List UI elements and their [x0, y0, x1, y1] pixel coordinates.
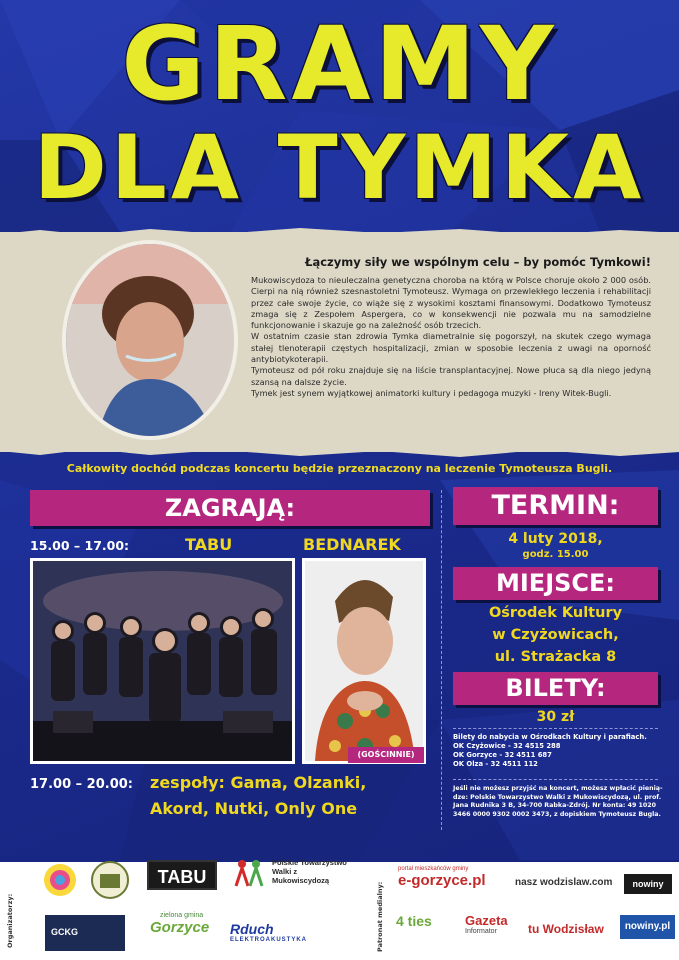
- gorzyce-gmina-logo: [150, 912, 220, 952]
- column-divider: [441, 490, 442, 830]
- torn-edge-top: [0, 226, 679, 240]
- tickets-line-4: OK Olza - 32 4511 112: [453, 760, 538, 768]
- ptwm-text: [272, 858, 352, 885]
- ptwm-line-1: Polskie Towarzystwo: [272, 858, 347, 867]
- tickets-line-1: Bilety do nabycia w Ośrodkach Kultury i parafiach.: [453, 733, 647, 741]
- tabu-logo: TABU: [147, 860, 217, 890]
- gazeta-sub-text: Informator: [465, 928, 497, 935]
- place-line-2: w Czyżowicach,: [492, 627, 619, 643]
- nasz-wodzislaw-logo: nasz wodzislaw.com: [515, 877, 613, 888]
- ptwm-figures-icon: [232, 856, 268, 892]
- place-line-1: Ośrodek Kultury: [488, 605, 623, 621]
- info-text: [251, 255, 651, 399]
- tickets-line-3: OK Gorzyce - 32 4511 687: [453, 751, 552, 759]
- band-bednarek: BEDNAREK: [303, 535, 401, 554]
- tickets-line-2: OK Czyżowice - 32 4515 288: [453, 742, 561, 750]
- rduch-sub-text: ELEKTROAKUSTYKA: [230, 937, 308, 943]
- tu-text: tu Wodzisław: [528, 922, 604, 936]
- slot-2-time: 17.00 – 20.00:: [30, 777, 133, 792]
- title-line-2: DLA TYMKA: [33, 116, 646, 219]
- slot-2-bands-line-2: Akord, Nutki, Only One: [150, 799, 358, 818]
- rduch-text: Rduch: [230, 921, 274, 937]
- egorzyce-small-text: portal mieszkańców gminy: [398, 866, 469, 872]
- info-paragraph-3: Tymoteusz od pół roku znajduje się na liście transplantacyjnej. Nowe płuca są dla niego jedyną szansą na dalsze życie.: [251, 365, 651, 387]
- gckg-logo: GCKG: [45, 915, 125, 951]
- title-line-1: GRAMY: [121, 5, 558, 124]
- organizers-label: Organizatorzy:: [6, 893, 14, 948]
- info-heading: Łączymy siły we wspólnym celu – by pomóc Tymkowi!: [305, 255, 651, 269]
- slot-2-bands-line-1: zespoły: Gama, Olzanki,: [150, 773, 367, 792]
- event-time: godz. 15.00: [522, 549, 589, 560]
- info-paragraph-4: Tymek jest synem wyjątkowej animatorki kultury i pedagoga muzyki - Ireny Witek-Bugli.: [251, 387, 612, 398]
- ticket-price: 30 zł: [536, 709, 575, 725]
- gorzyce-small-text: zielona gmina: [160, 912, 204, 919]
- slot-1-time: 15.00 – 17.00:: [30, 538, 130, 553]
- patronat-label: Patronat medialny:: [376, 881, 384, 952]
- gazeta-text: Gazeta: [465, 913, 508, 928]
- torn-edge-bottom: [0, 446, 679, 460]
- organizer-logo-flower: [40, 862, 80, 898]
- band-tabu: TABU: [185, 535, 233, 554]
- info-paragraph-1: Mukowiscydoza to nieuleczalna genetyczna choroba na którą w Polsce choruje około 2 000 osób. Cierpi na nią również szesnastoletni Tymoteusz. Wymaga on przewlekłego leczenia i rehabilitacji przez całe swoje życie, co wiąże się z wysokimi kosztami finansowymi. Dodatkowo Tymoteusz zmaga się z Zespołem Aspergera, co w konsekwencji nie pozwala mu na samodzielne funkcjonowanie i skazuje go na zależność osób trzecich.: [251, 275, 651, 331]
- miejsce-heading: MIEJSCE:: [453, 567, 658, 600]
- proceeds-banner: Całkowity dochód podczas koncertu będzie przeznaczony na leczenie Tymoteusza Bugli.: [66, 462, 613, 475]
- tickets-divider-bottom: [453, 779, 658, 780]
- lineup-heading: ZAGRAJĄ:: [30, 490, 430, 526]
- ptwm-line-2: Walki z Mukowiscydozą: [272, 867, 330, 885]
- place-line-3: ul. Strażacka 8: [494, 649, 617, 665]
- rduch-logo: [230, 921, 340, 947]
- donate-info: Jeśli nie możesz przyjść na koncert, możesz wpłacić pienią- dze: Polskie Towarzystwo Walki z Mukowiscydozą, ul. prof. Jana Rudnika 3 B, 34-700 Rabka-Zdrój. Nr konta: 49 1020 3466 0000 9302 0002 3473, z dopiskiem Tymoteusz Bugla.: [453, 785, 663, 818]
- nowiny-logo: nowiny: [624, 874, 672, 894]
- nowiny-pl-logo: nowiny.pl: [620, 915, 675, 939]
- termin-heading: TERMIN:: [453, 487, 658, 525]
- tabu-band-photo: [30, 558, 295, 764]
- 4ties-logo: 4 ties: [396, 913, 432, 929]
- ptwm-logo: [232, 856, 352, 896]
- guest-badge: (GOŚCINNIE): [348, 747, 424, 763]
- tickets-divider-top: [453, 728, 658, 729]
- tymek-photo: [62, 240, 238, 440]
- gazeta-informator-logo: [465, 913, 525, 945]
- bilety-heading: BILETY:: [453, 672, 658, 705]
- organizer-logo-crest: [90, 860, 130, 900]
- tickets-info: [453, 733, 663, 769]
- egorzyce-text: e-gorzyce.pl: [398, 872, 486, 889]
- egorzyce-logo: [398, 866, 508, 902]
- gorzyce-text: Gorzyce: [150, 919, 210, 936]
- info-paragraph-2: W ostatnim czasie stan zdrowia Tymka diametralnie się pogorszył, na skutek czego wymaga stałej tlenoterapii częstych hospitalizacji, zmian w sposobie leczenia z uwagi na oporność antybiotykoterapii.: [251, 331, 651, 365]
- bednarek-photo: [302, 558, 426, 764]
- tu-wodzislaw-logo: [528, 915, 608, 943]
- event-date: 4 luty 2018,: [508, 531, 603, 547]
